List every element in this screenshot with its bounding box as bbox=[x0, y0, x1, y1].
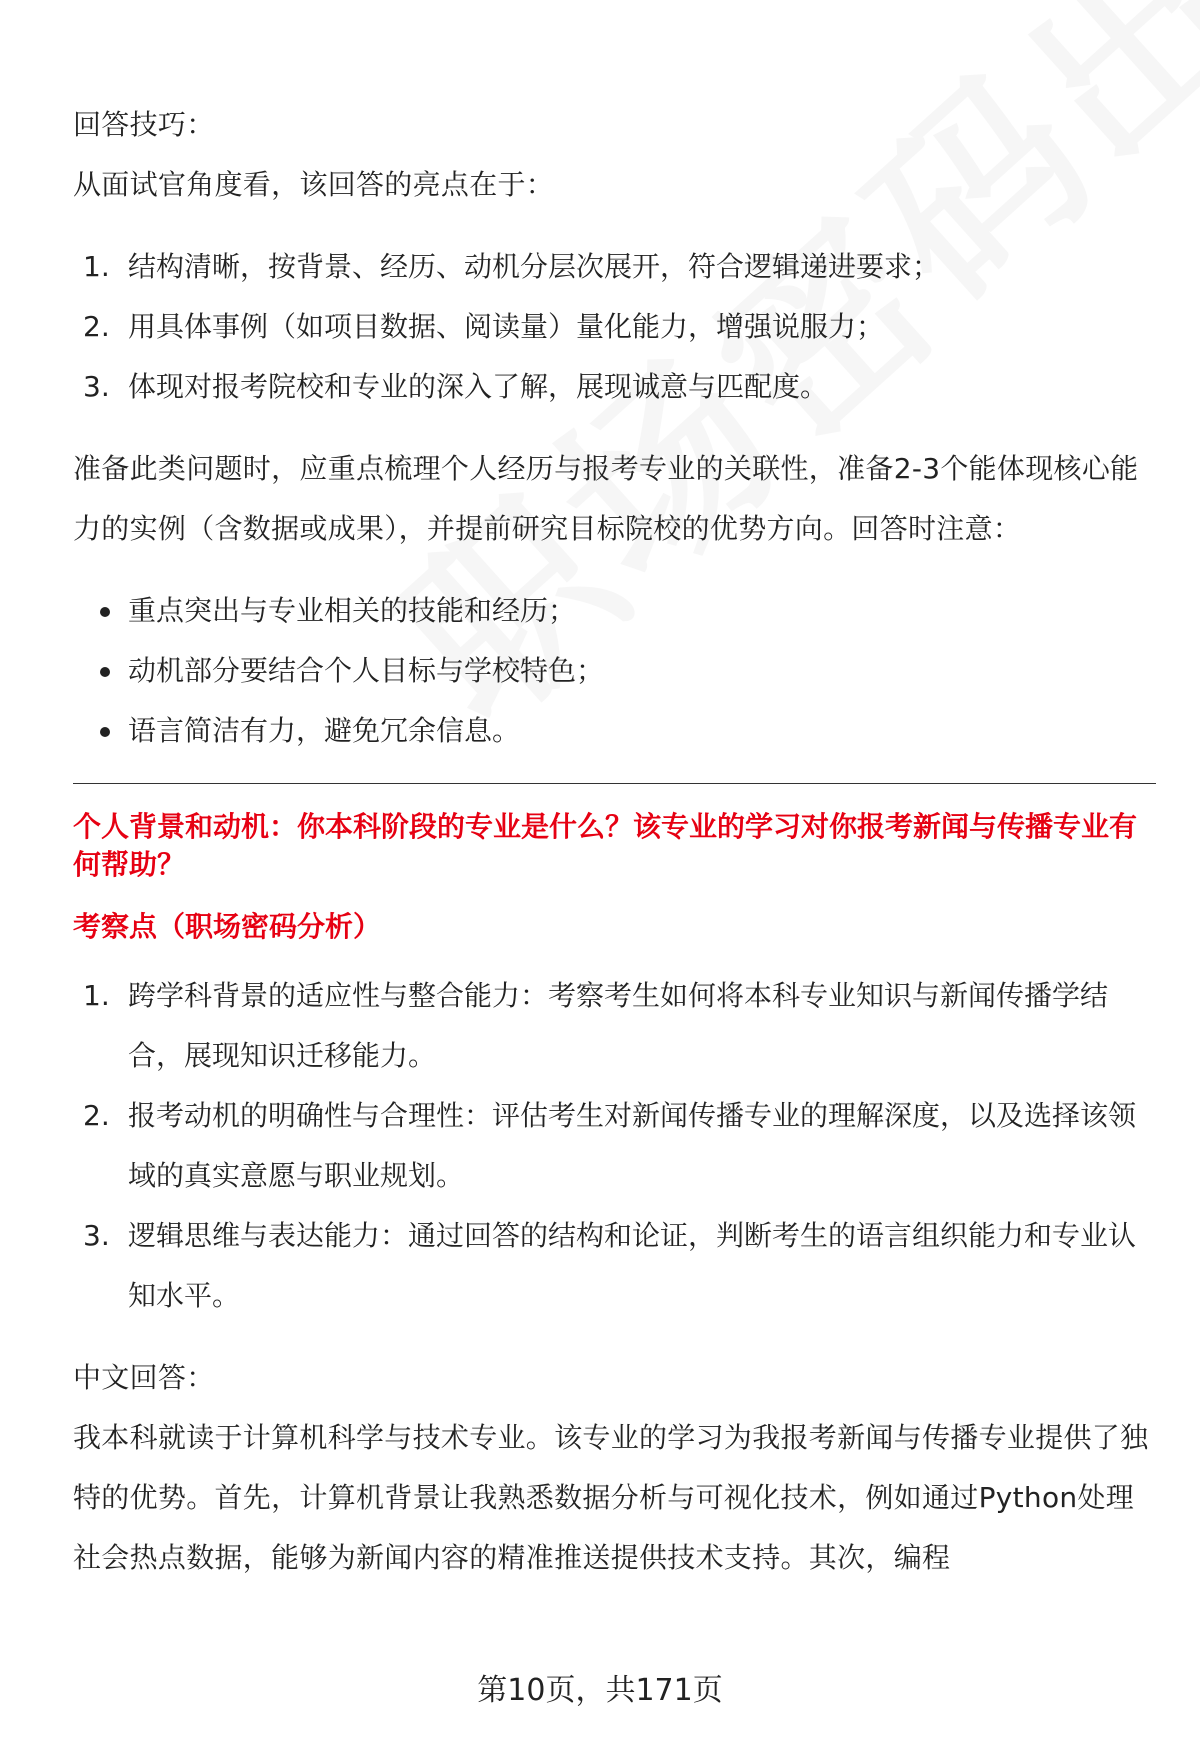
list-text: 体现对报考院校和专业的深入了解，展现诚意与匹配度。 bbox=[128, 370, 829, 403]
page-number-footer: 第10页，共171页 bbox=[477, 1673, 723, 1708]
preparation-advice: 准备此类问题时，应重点梳理个人经历与报考专业的关联性，准备2-3个能体现核心能力的实例（含数据或成果），并提前研究目标院校的优势方向。回答时注意： bbox=[73, 452, 1139, 545]
list-item bbox=[73, 297, 1156, 357]
list-number: 1. bbox=[83, 979, 110, 1012]
chinese-answer-text: 我本科就读于计算机科学与技术专业。该专业的学习为我报考新闻与传播专业提供了独特的优势。首先，计算机背景让我熟悉数据分析与可视化技术，例如通过Python处理社会热点数据，能够为新闻内容的精准推送提供技术支持。其次，编程 bbox=[73, 1421, 1149, 1574]
list-item bbox=[73, 701, 1156, 761]
bullet-icon bbox=[100, 607, 110, 617]
list-item bbox=[73, 1086, 1156, 1206]
list-text: 结构清晰，按背景、经历、动机分层次展开，符合逻辑递进要求； bbox=[128, 250, 941, 283]
list-item bbox=[73, 966, 1156, 1086]
list-text: 报考动机的明确性与合理性：评估考生对新闻传播专业的理解深度，以及选择该领域的真实意愿与职业规划。 bbox=[128, 1099, 1137, 1192]
assessment-points-heading: 考察点（职场密码分析） bbox=[73, 910, 382, 943]
chinese-answer-label: 中文回答： bbox=[73, 1361, 215, 1394]
question-heading: 个人背景和动机：你本科阶段的专业是什么？该专业的学习对你报考新闻与传播专业有何帮助？ bbox=[73, 810, 1138, 881]
list-item bbox=[73, 581, 1156, 641]
bullet-icon bbox=[100, 727, 110, 737]
document-page bbox=[73, 95, 1156, 1588]
list-number: 1. bbox=[83, 250, 110, 283]
assessment-points-list bbox=[73, 966, 1156, 1326]
highlights-list bbox=[73, 237, 1156, 417]
list-text: 语言简洁有力，避免冗余信息。 bbox=[128, 714, 521, 747]
list-item bbox=[73, 641, 1156, 701]
answer-tips-intro: 从面试官角度看，该回答的亮点在于： bbox=[73, 168, 555, 201]
section-divider bbox=[73, 783, 1156, 784]
list-text: 逻辑思维与表达能力：通过回答的结构和论证，判断考生的语言组织能力和专业认知水平。 bbox=[128, 1219, 1137, 1312]
list-number: 2. bbox=[83, 310, 110, 343]
list-item bbox=[73, 1206, 1156, 1326]
list-text: 用具体事例（如项目数据、阅读量）量化能力，增强说服力； bbox=[128, 310, 885, 343]
list-item bbox=[73, 237, 1156, 297]
list-text: 重点突出与专业相关的技能和经历； bbox=[128, 594, 577, 627]
answer-tips-label: 回答技巧： bbox=[73, 108, 215, 141]
list-item bbox=[73, 357, 1156, 417]
list-number: 3. bbox=[83, 1219, 110, 1252]
bullet-icon bbox=[100, 667, 110, 677]
tips-bullet-list bbox=[73, 581, 1156, 761]
list-text: 跨学科背景的适应性与整合能力：考察考生如何将本科专业知识与新闻传播学结合，展现知识迁移能力。 bbox=[128, 979, 1109, 1072]
list-number: 3. bbox=[83, 370, 110, 403]
list-text: 动机部分要结合个人目标与学校特色； bbox=[128, 654, 605, 687]
list-number: 2. bbox=[83, 1099, 110, 1132]
